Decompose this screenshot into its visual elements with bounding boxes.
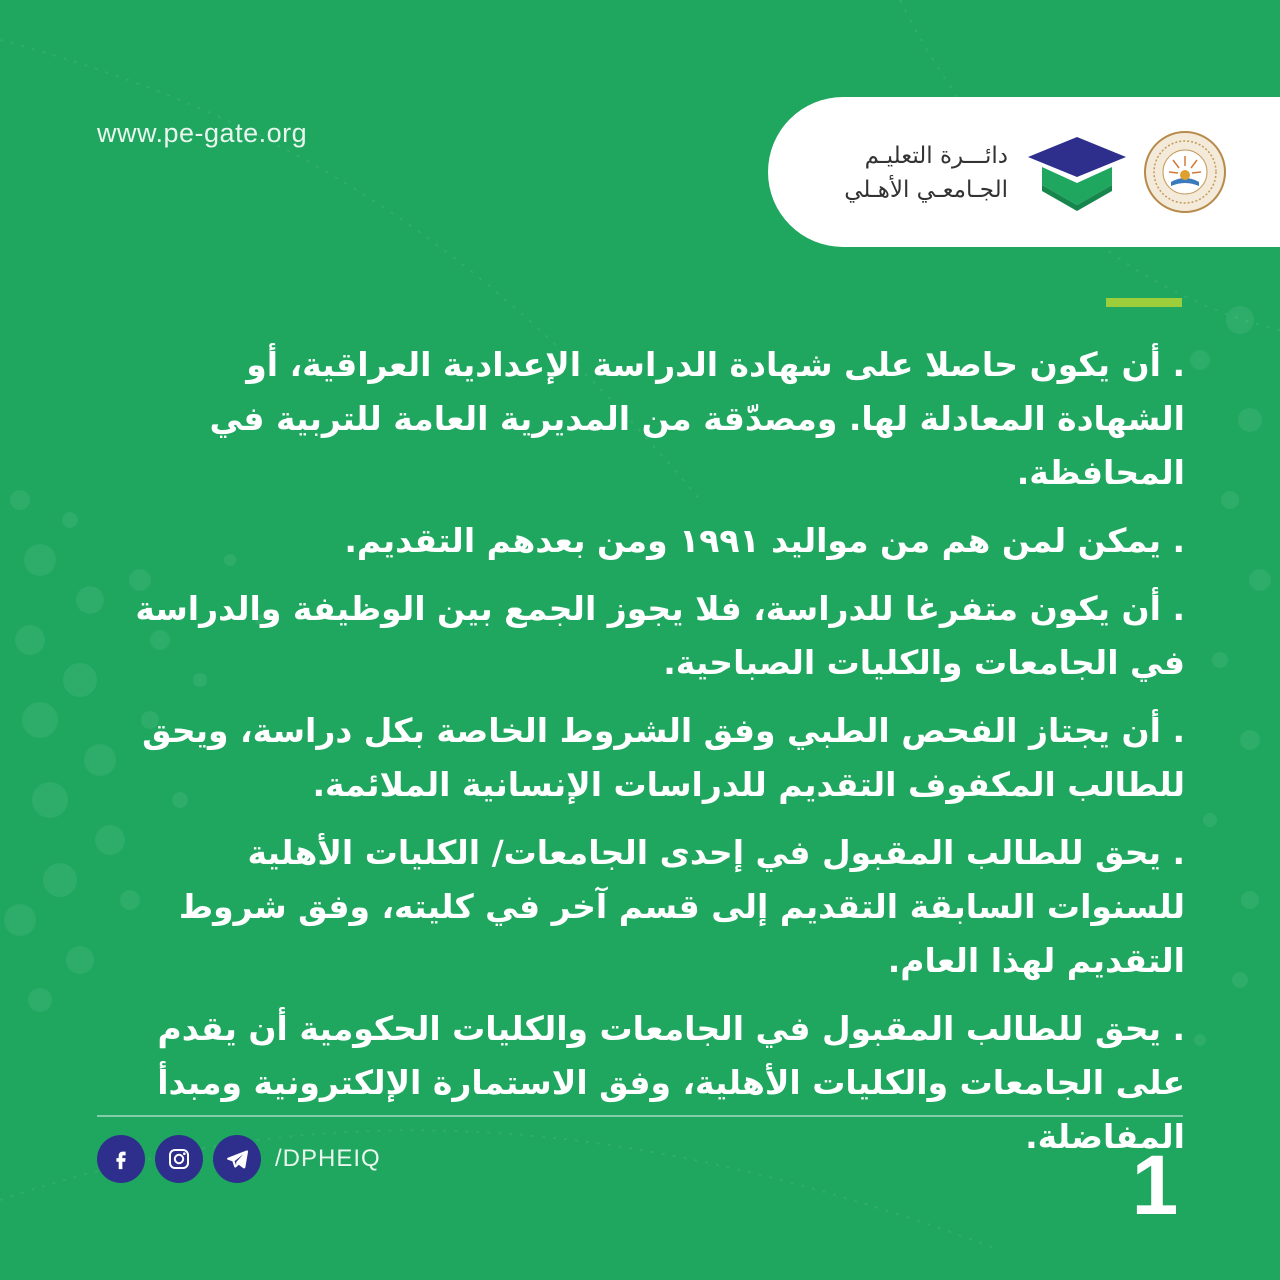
requirements-list: [110, 338, 1185, 1178]
requirement-item: . يحق للطالب المقبول في إحدى الجامعات/ الكليات الأهلية للسنوات السابقة التقديم إلى قسم آخر في كليته، وفق شروط التقديم لهذا العام.: [178, 833, 1185, 980]
brand-name-line1: دائـــرة التعليـم: [864, 143, 1008, 169]
social-links: [97, 1135, 381, 1183]
website-url[interactable]: www.pe-gate.org: [97, 118, 308, 148]
brand-name-line2: الجـامعـي الأهـلي: [844, 177, 1008, 203]
telegram-icon: [225, 1147, 249, 1171]
instagram-link[interactable]: [155, 1135, 203, 1183]
requirement-item: . يحق للطالب المقبول في الجامعات والكليات الحكومية أن يقدم على الجامعات والكليات الأهلية، وفق الاستمارة الإلكترونية ومبدأ المفاضلة.: [157, 1009, 1185, 1156]
requirement-item: . أن يكون متفرغا للدراسة، فلا يجوز الجمع بين الوظيفة والدراسة في الجامعات والكليات الصباحية.: [135, 589, 1185, 682]
footer-divider: [97, 1115, 1183, 1117]
telegram-link[interactable]: [213, 1135, 261, 1183]
brand-name: [768, 139, 1008, 207]
page-number: 1: [1131, 1138, 1179, 1232]
graduation-cap-icon: [1026, 133, 1128, 213]
ministry-seal-icon: [1143, 130, 1227, 214]
accent-bar: [1106, 298, 1182, 307]
facebook-link[interactable]: [97, 1135, 145, 1183]
requirement-item: . يمكن لمن هم من مواليد ١٩٩١ ومن بعدهم التقديم.: [344, 521, 1185, 560]
social-handle[interactable]: /DPHEIQ: [275, 1145, 381, 1172]
instagram-icon: [167, 1147, 191, 1171]
facebook-icon: [110, 1148, 132, 1170]
requirement-item: . أن يكون حاصلا على شهادة الدراسة الإعدادية العراقية، أو الشهادة المعادلة لها. ومصدّقة من المديرية العامة للتربية في المحافظة.: [209, 345, 1185, 492]
requirement-item: . أن يجتاز الفحص الطبي وفق الشروط الخاصة بكل دراسة، ويحق للطالب المكفوف التقديم للدراسات الإنسانية الملائمة.: [142, 711, 1185, 804]
brand-card: [768, 97, 1280, 247]
